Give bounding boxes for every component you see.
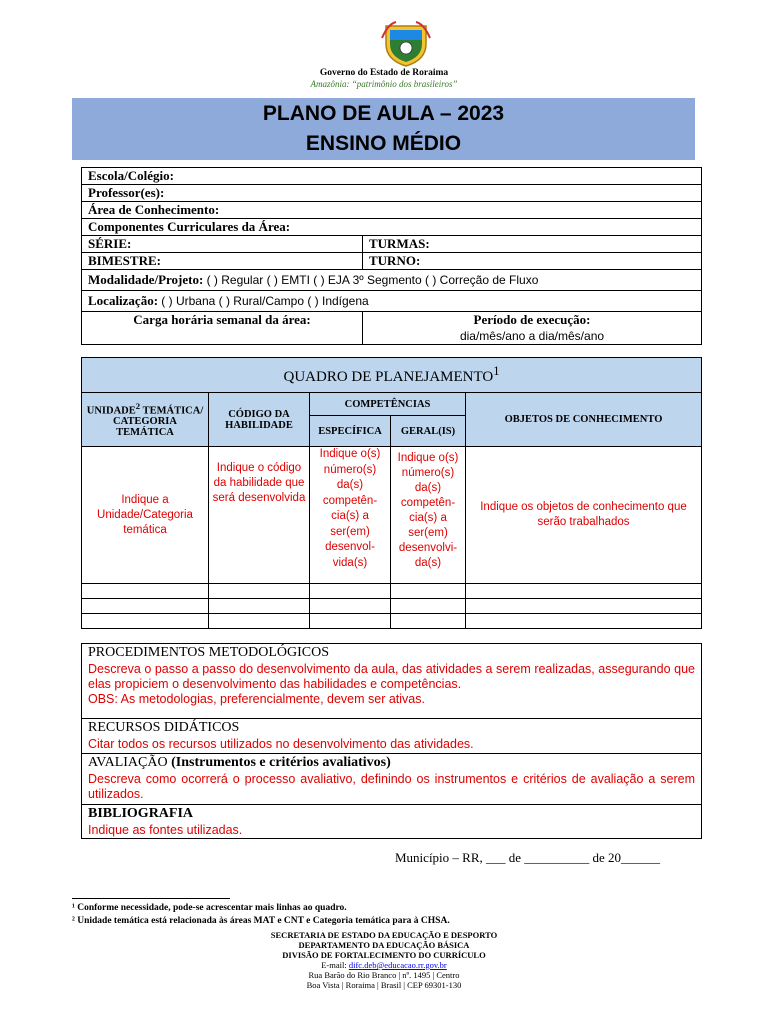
periodo-field[interactable] [363,312,702,345]
procedimentos-section[interactable] [82,644,702,719]
bibliografia-section[interactable] [82,805,702,839]
recursos-section[interactable] [82,719,702,754]
col-codigo-header: CÓDIGO DA HABILIDADE [209,393,310,447]
address-block [0,930,768,990]
avaliacao-text: Descreva como ocorrerá o processo avaliativo, definindo os instrumentos e critérios de avaliação a serem utilizados. [88,772,695,801]
escola-field[interactable]: Escola/Colégio: [82,168,702,185]
bibliografia-text: Indique as fontes utilizadas. [88,823,243,837]
address-departamento: DEPARTAMENTO DA EDUCAÇÃO BÁSICA [298,940,470,950]
turno-field[interactable]: TURNO: [363,253,702,270]
table-row[interactable] [82,599,702,614]
hint-objetos[interactable]: Indique os objetos de conhecimento que serão trabalhados [466,447,702,584]
modalidade-field[interactable] [82,270,702,291]
componentes-field[interactable]: Componentes Curriculares da Área: [82,219,702,236]
turmas-field[interactable]: TURMAS: [363,236,702,253]
professor-field[interactable]: Professor(es): [82,185,702,202]
address-street: Rua Barão do Rio Branco | nº. 1495 | Centro [308,970,460,980]
footnote-divider [72,898,230,899]
planning-title: QUADRO DE PLANEJAMENTO$^1$ [82,358,702,393]
procedimentos-obs: OBS: As metodologias, preferencialmente, devem ser ativas. [88,692,425,706]
bibliografia-title: BIBLIOGRAFIA [88,806,194,821]
col-geral-header: GERAL(IS) [391,416,466,447]
email-link[interactable]: difc.deb@educacao.rr.gov.br [348,960,447,970]
area-field[interactable]: Área de Conhecimento: [82,202,702,219]
avaliacao-section[interactable] [82,754,702,805]
periodo-label: Período de execução: [473,312,591,327]
email-label: E-mail: [321,960,349,970]
modalidade-options[interactable]: ( ) Regular ( ) EMTI ( ) EJA 3º Segmento ( ) Correção de Fluxo [206,273,539,287]
government-motto: Amazônia: “patrimônio dos brasileiros” [310,79,458,89]
recursos-text: Citar todos os recursos utilizados no desenvolvimento das atividades. [88,737,474,751]
localizacao-label: Localização: [88,293,159,308]
government-title: Governo do Estado de Roraima [319,68,449,78]
title-banner [72,98,695,160]
col-unidade-header: UNIDADE$^2$ TEMÁTICA/ CATEGORIA TEMÁTICA [82,393,209,447]
recursos-title: RECURSOS DIDÁTICOS [88,720,240,735]
col-competencias-header: COMPETÊNCIAS [310,393,466,416]
planning-table [81,357,702,629]
footnote-2: ² Unidade temática está relacionada às áreas MAT e CNT e Categoria temática para à CHSA. [72,916,450,926]
procedimentos-title: PROCEDIMENTOS METODOLÓGICOS [88,645,330,660]
info-table [81,167,702,345]
serie-field[interactable]: SÉRIE: [82,236,363,253]
footnote-1: ¹ Conforme necessidade, pode-se acrescentar mais linhas ao quadro. [72,903,347,913]
avaliacao-title: AVALIAÇÃO [88,755,168,770]
procedures-table [81,643,702,839]
state-crest-icon [380,18,432,68]
page-title: PLANO DE AULA – 2023 [262,102,505,125]
avaliacao-subtitle: (Instrumentos e critérios avaliativos) [167,755,391,770]
col-objetos-header: OBJETOS DE CONHECIMENTO [466,393,702,447]
carga-horaria-field[interactable]: Carga horária semanal da área: [82,312,363,345]
page-subtitle: ENSINO MÉDIO [305,132,462,155]
hint-codigo[interactable]: Indique o código da habilidade que será desenvolvida [209,447,310,584]
localizacao-options[interactable]: ( ) Urbana ( ) Rural/Campo ( ) Indígena [161,294,369,308]
modalidade-label: Modalidade/Projeto: [88,272,204,287]
hint-geral[interactable]: Indique o(s) número(s) da(s) competên-cia(s) a ser(em) desenvolvi-da(s) [391,447,466,584]
hint-unidade[interactable]: Indique a Unidade/Categoria temática [82,447,209,584]
address-city: Boa Vista | Roraima | Brasil | CEP 69301-130 [306,980,462,990]
periodo-format: dia/mês/ano a dia/mês/ano [459,329,605,343]
address-divisao: DIVISÃO DE FORTALECIMENTO DO CURRÍCULO [282,950,486,960]
table-row[interactable] [82,614,702,629]
signature-line: Município – RR, ___ de __________ de 20______ [395,850,661,865]
bimestre-field[interactable]: BIMESTRE: [82,253,363,270]
hint-especifica[interactable]: Indique o(s) número(s) da(s) competên-cia(s) a ser(em) desenvol-vida(s) [310,447,391,584]
address-secretaria: SECRETARIA DE ESTADO DA EDUCAÇÃO E DESPORTO [270,930,498,940]
localizacao-field[interactable] [82,291,702,312]
col-especifica-header: ESPECÍFICA [310,416,391,447]
procedimentos-text: Descreva o passo a passo do desenvolvimento da aula, das atividades a serem realizadas, assegurando que elas propiciem o desenvolvimento das habilidades e competências. [88,662,695,691]
table-row[interactable] [82,584,702,599]
